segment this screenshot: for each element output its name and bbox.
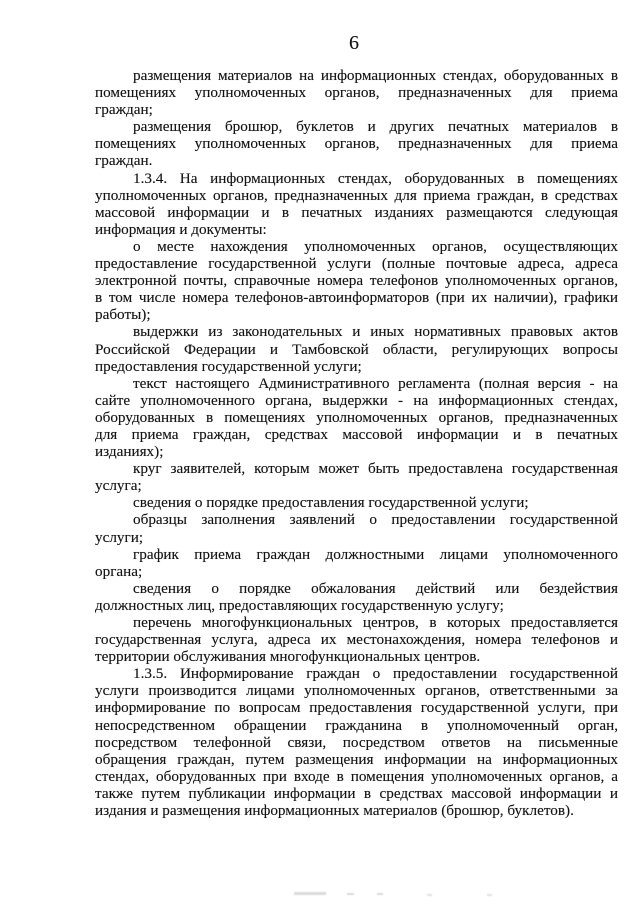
text-line: Российской Федерации и Тамбовской области, регулирующих вопросы	[95, 340, 618, 358]
text-line: в том числе номера телефонов-автоинформаторов (при их наличии), графики	[95, 289, 618, 307]
text-line: размещения материалов на информационных стендах, оборудованных в	[133, 67, 618, 84]
text-line: непосредственном обращении гражданина в уполномоченный орган,	[95, 716, 618, 734]
text-line: государственная услуга, адреса их местонахождения, номера телефонов и	[95, 631, 618, 649]
text-line: сведения о порядке предоставления государственной услуги;	[133, 494, 529, 512]
text-line: услуга;	[95, 477, 142, 495]
text-line: также путем публикации информации в средствах массовой информации и	[95, 784, 618, 802]
text-line: информация и документы:	[95, 220, 267, 238]
text-line: услуги производится лицами уполномоченных органов, ответственными за	[95, 682, 618, 700]
text-line: работы);	[95, 306, 151, 324]
text-line: предоставления государственной услуги;	[95, 357, 362, 375]
text-line: 1.3.5. Информирование граждан о предоставлении государственной	[133, 665, 618, 683]
text-line: граждан.	[95, 152, 153, 170]
scan-artifact	[377, 893, 383, 895]
text-line: график приема граждан должностными лицами уполномоченного	[133, 545, 618, 563]
text-line: оборудованных в помещениях уполномоченных органов, предназначенных	[95, 408, 618, 426]
text-line: выдержки из законодательных и иных нормативных правовых актов	[133, 323, 618, 341]
text-line: сведения о порядке обжалования действий или бездействия	[133, 579, 618, 597]
text-line: услуги;	[95, 528, 144, 546]
text-line: о месте нахождения уполномоченных органов, осуществляющих	[133, 237, 618, 255]
page-number: 6	[349, 32, 359, 54]
text-line: граждан;	[95, 101, 153, 119]
scan-artifact	[427, 894, 432, 896]
text-line: для приема граждан, средствах массовой информации и в печатных	[95, 425, 618, 443]
document-body	[95, 67, 618, 819]
text-line: помещениях уполномоченных органов, предназначенных для приема	[95, 135, 618, 153]
scan-artifact	[294, 892, 326, 895]
text-line: предоставление государственной услуги (полные почтовые адреса, адреса	[95, 255, 618, 273]
text-line: перечень многофункциональных центров, в которых предоставляется	[133, 614, 618, 631]
text-line: информирование по вопросам предоставления государственной услуги, при	[95, 699, 618, 717]
text-line: электронной почты, справочные номера телефонов уполномоченных органов,	[95, 272, 618, 290]
text-line: текст настоящего Административного регламента (полная версия - на	[133, 374, 618, 392]
text-line: уполномоченных органов, предназначенных для приема граждан, в средствах	[95, 186, 618, 204]
text-line: территории обслуживания многофункциональных центров.	[95, 648, 481, 666]
scan-artifact	[487, 894, 492, 896]
text-line: издания и размещения информационных материалов (брошюр, буклетов).	[95, 802, 574, 820]
text-line: стендах, оборудованных при входе в помещения уполномоченных органов, а	[95, 767, 618, 785]
text-line: размещения брошюр, буклетов и других печатных материалов в	[133, 118, 618, 136]
text-line: массовой информации и в печатных изданиях размещаются следующая	[95, 203, 618, 221]
text-line: изданиях);	[95, 443, 164, 461]
text-line: помещениях уполномоченных органов, предназначенных для приема	[95, 84, 618, 102]
text-line: сайте уполномоченного органа, выдержки - на информационных стендах,	[95, 391, 618, 409]
text-line: посредством телефонной связи, посредством ответов на письменные	[95, 733, 618, 751]
text-line: образцы заполнения заявлений о предоставлении государственной	[133, 511, 618, 529]
text-line: обращения граждан, путем размещения информации на информационных	[95, 750, 618, 768]
scan-artifact	[347, 893, 354, 895]
text-line: 1.3.4. На информационных стендах, оборудованных в помещениях	[133, 169, 618, 187]
text-line: органа;	[95, 562, 143, 580]
text-line: круг заявителей, которым может быть предоставлена государственная	[133, 460, 618, 478]
text-line: должностных лиц, предоставляющих государственную услугу;	[95, 596, 504, 614]
